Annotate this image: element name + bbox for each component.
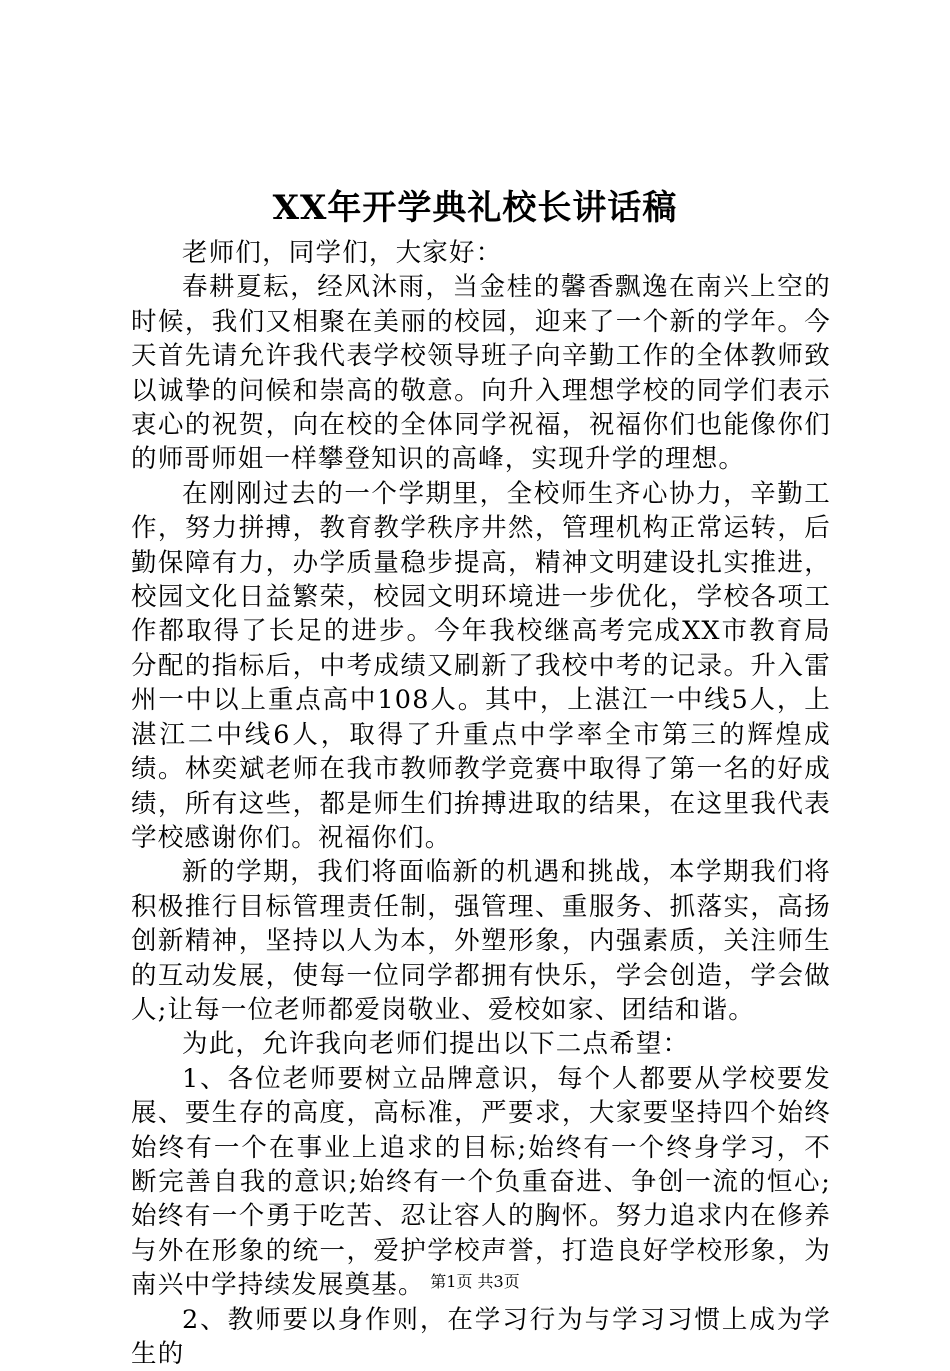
paragraph-new-semester: 新的学期，我们将面临新的机遇和挑战，本学期我们将积极推行目标管理责任制，强管理、重服务、抓落实，高扬创新精神，坚持以人为本，外塑形象，内强素质，关注师生的互动发展，使每一位同学都拥有快乐，学会创造，学会做人;让每一位老师都爱岗敬业、爱校如家、团结和谐。 <box>131 857 831 1025</box>
paragraph-opening: 春耕夏耘，经风沐雨，当金桂的馨香飘逸在南兴上空的时候，我们又相聚在美丽的校园，迎来了一个新的学年。今天首先请允许我代表学校领导班子向辛勤工作的全体教师致以诚挚的问候和崇高的敬意。向升入理想学校的同学们表示衷心的祝贺，向在校的全体同学祝福，祝福你们也能像你们的师哥师姐一样攀登知识的高峰，实现升学的理想。 <box>131 272 831 475</box>
paragraph-greeting: 老师们，同学们，大家好： <box>182 238 503 268</box>
document-title: XX年开学典礼校长讲话稿 <box>272 188 678 228</box>
paragraph-achievements: 在刚刚过去的一个学期里，全校师生齐心协力，辛勤工作，努力拼搏，教育教学秩序井然，管理机构正常运转，后勤保障有力，办学质量稳步提高，精神文明建设扎实推进，校园文化日益繁荣，校园文明环境进一步优化，学校各项工作都取得了长足的进步。今年我校继高考完成XX市教育局分配的指标后，中考成绩又刷新了我校中考的记录。升入雷州一中以上重点高中108人。其中，上湛江一中线5人，上湛江二中线6人，取得了升重点中学率全市第三的辉煌成绩。林奕斌老师在我市教师教学竞赛中取得了第一名的好成绩，所有这些，都是师生们拚搏进取的结果，在这里我代表学校感谢你们。祝福你们。 <box>131 478 831 853</box>
paragraph-hopes-intro: 为此，允许我向老师们提出以下二点希望： <box>182 1029 690 1060</box>
document-body <box>131 236 831 1371</box>
page-number-footer: 第1页 共3页 <box>430 1272 520 1291</box>
paragraph-hope-2: 2、教师要以身作则，在学习行为与学习习惯上成为学生的 <box>131 1304 831 1369</box>
paragraph-hope-1: 1、各位老师要树立品牌意识，每个人都要从学校要发展、要生存的高度，高标准，严要求，大家要坚持四个始终始终有一个在事业上追求的目标;始终有一个终身学习，不断完善自我的意识;始终有一个负重奋进、争创一流的恒心;始终有一个勇于吃苦、忍让容人的胸怀。努力追求内在修养与外在形象的统一，爱护学校声誉，打造良好学校形象，为南兴中学持续发展奠基。 <box>131 1063 831 1301</box>
